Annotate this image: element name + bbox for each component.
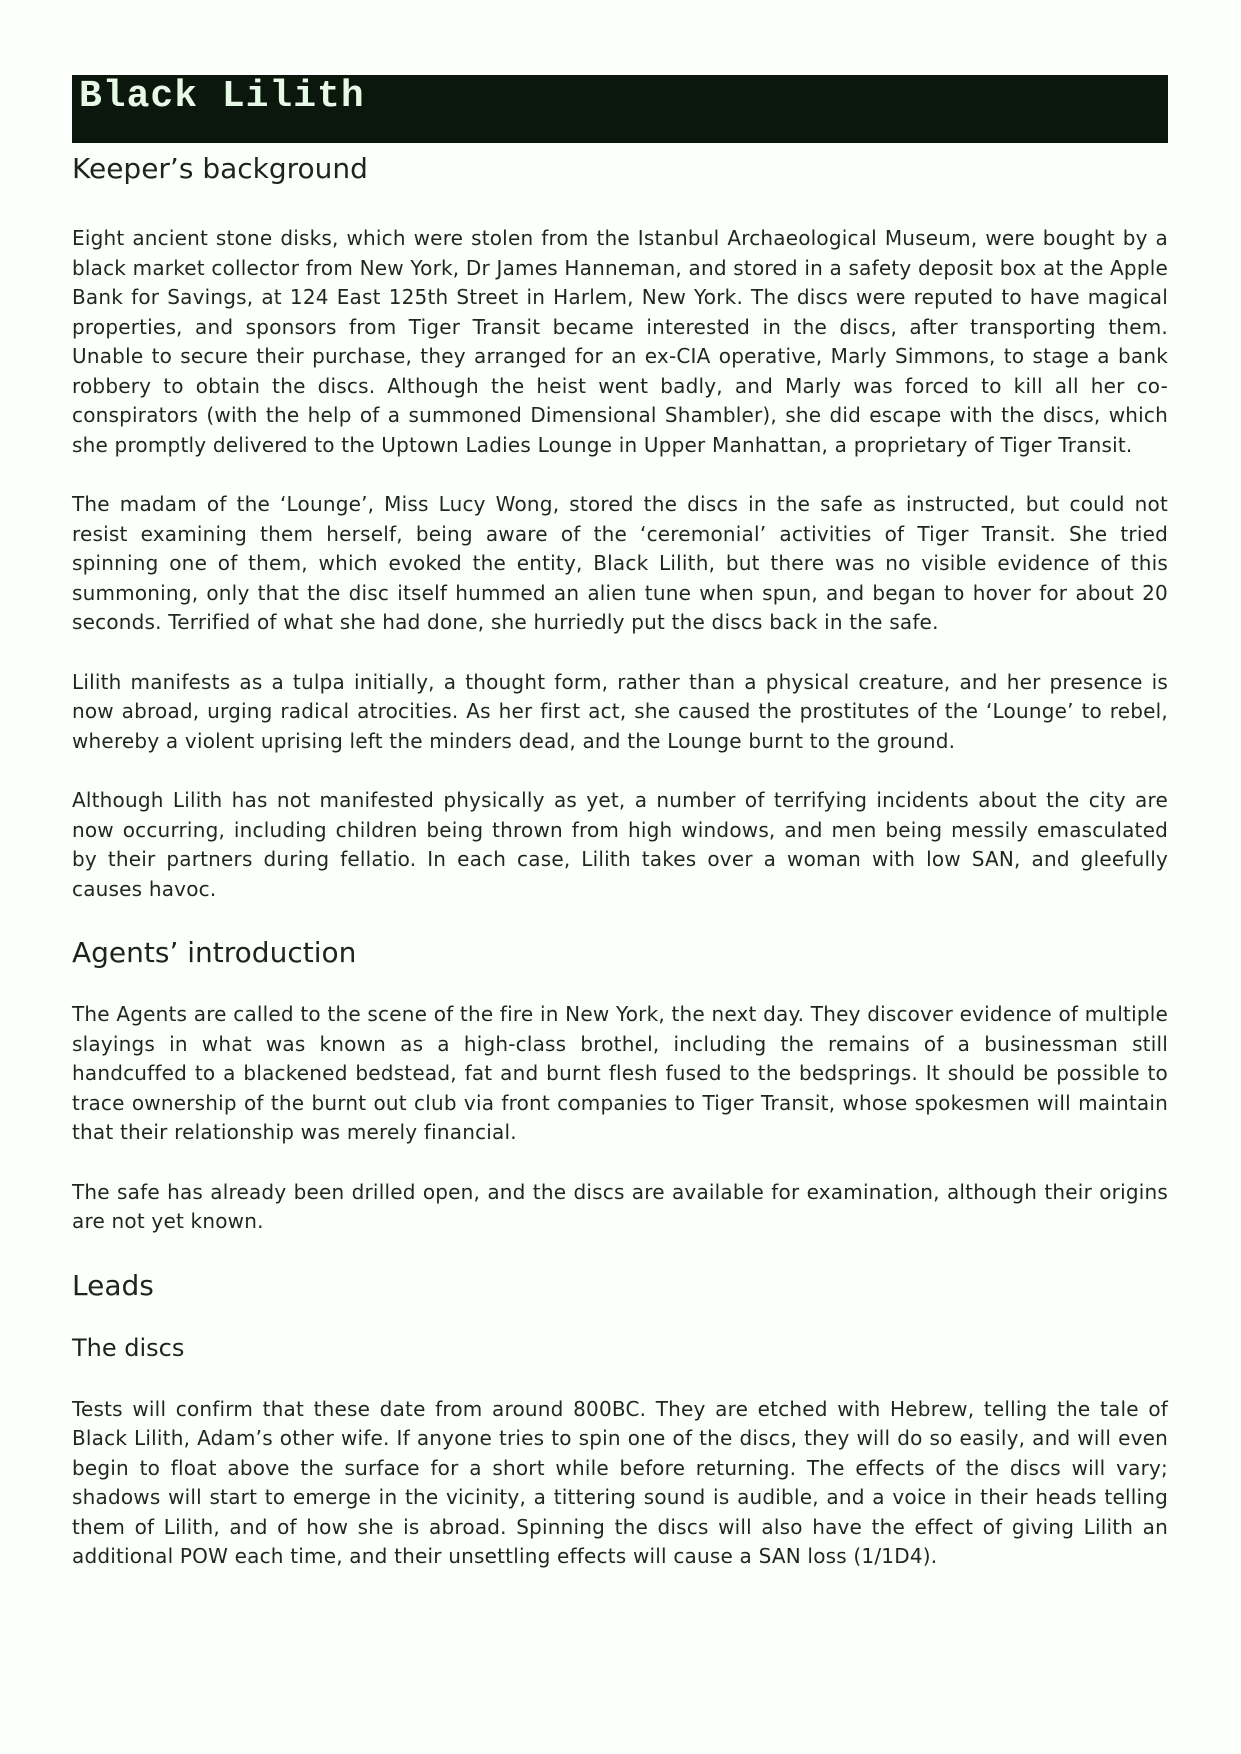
paragraph: Eight ancient stone disks, which were stolen from the Istanbul Archaeological Museum, were bought by a black market collector from New York, Dr James Hanneman, and stored in a safety deposit box at the Apple Bank for Savings, at 124 East 125th Street in Harlem, New York. The discs were reputed to have magical properties, and sponsors from Tiger Transit became interested in the discs, after transporting them. Unable to secure their purchase, they arranged for an ex-CIA operative, Marly Simmons, to stage a bank robbery to obtain the discs. Although the heist went badly, and Marly was forced to kill all her co-conspirators (with the help of a summoned Dimensional Shambler), she did escape with the discs, which she promptly delivered to the Uptown Ladies Lounge in Upper Manhattan, a proprietary of Tiger Transit.	[72, 226, 1168, 457]
section-heading-agents-introduction: Agents’ introduction	[72, 936, 357, 969]
document-title: Black Lilith	[79, 75, 365, 118]
title-banner	[72, 75, 1168, 143]
section-heading-keepers-background: Keeper’s background	[72, 152, 368, 185]
subsection-heading-the-discs: The discs	[72, 1333, 185, 1362]
paragraph: Tests will confirm that these date from around 800BC. They are etched with Hebrew, telling the tale of Black Lilith, Adam’s other wife. If anyone tries to spin one of the discs, they will do so easily, and will even begin to float above the surface for a short while before returning. The effects of the discs will vary; shadows will start to emerge in the vicinity, a tittering sound is audible, and a voice in their heads telling them of Lilith, and of how she is abroad. Spinning the discs will also have the effect of giving Lilith an additional POW each time, and their unsettling effects will cause a SAN loss (1/1D4).	[72, 1396, 1168, 1568]
paragraph: Lilith manifests as a tulpa initially, a thought form, rather than a physical creature, and her presence is now abroad, urging radical atrocities. As her first act, she caused the prostitutes of the ‘Lounge’ to rebel, whereby a violent uprising left the minders dead, and the Lounge burnt to the ground.	[72, 669, 1168, 753]
section-heading-leads: Leads	[72, 1268, 154, 1302]
paragraph: The madam of the ‘Lounge’, Miss Lucy Wong, stored the discs in the safe as instructed, but could not resist examining them herself, being aware of the ‘ceremonial’ activities of Tiger Transit. She tried spinning one of them, which evoked the entity, Black Lilith, but there was no visible evidence of this summoning, only that the disc itself hummed an alien tune when spun, and began to hover for about 20 seconds. Terrified of what she had done, she hurriedly put the discs back in the safe.	[72, 492, 1168, 634]
paragraph: Although Lilith has not manifested physically as yet, a number of terrifying incidents about the city are now occurring, including children being thrown from high windows, and men being messily emasculated by their partners during fellatio. In each case, Lilith takes over a woman with low SAN, and gleefully causes havoc.	[72, 788, 1168, 901]
paragraph: The Agents are called to the scene of the fire in New York, the next day. They discover evidence of multiple slayings in what was known as a high-class brothel, including the remains of a businessman still handcuffed to a blackened bedstead, fat and burnt flesh fused to the bedsprings. It should be possible to trace ownership of the burnt out club via front companies to Tiger Transit, whose spokesmen will maintain that their relationship was merely financial.	[72, 1002, 1168, 1144]
paragraph: The safe has already been drilled open, and the discs are available for examination, although their origins are not yet known.	[72, 1179, 1168, 1233]
